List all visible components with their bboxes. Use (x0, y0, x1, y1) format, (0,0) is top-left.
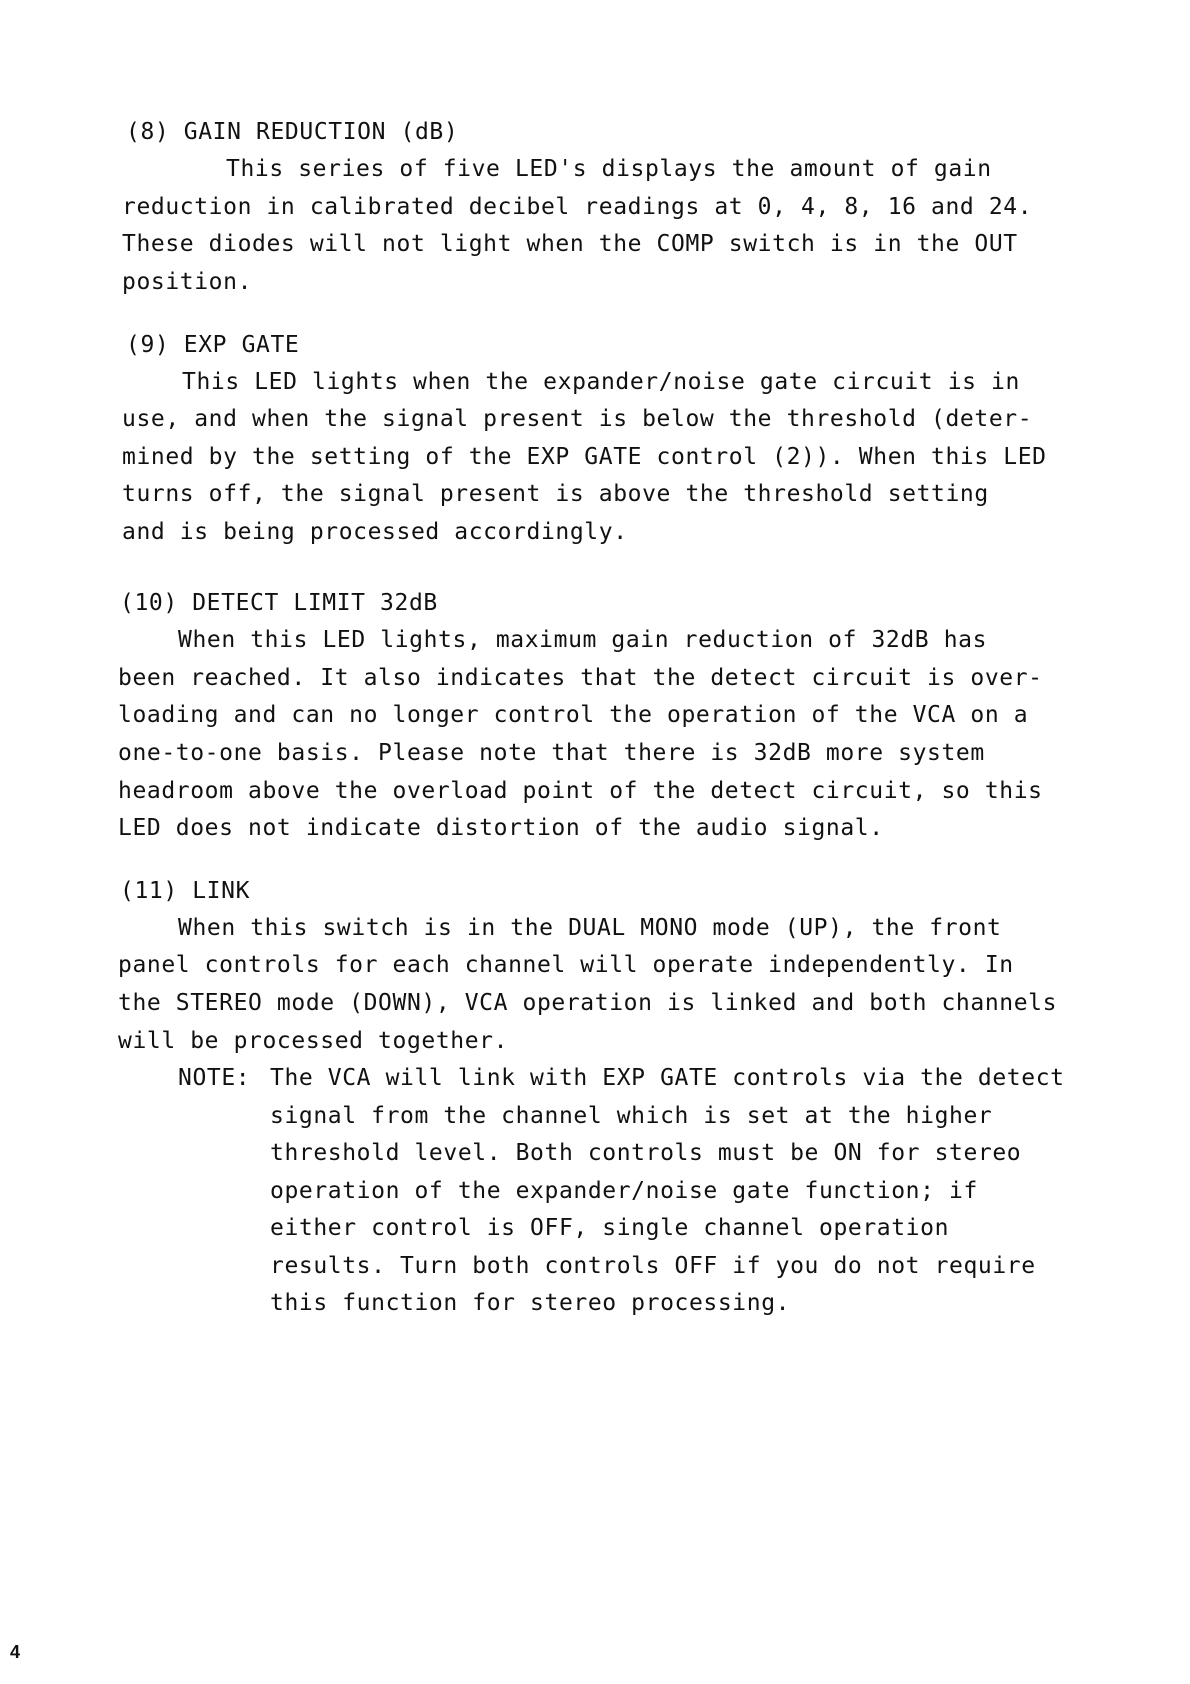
paragraph-line: headroom above the overload point of the detect circuit, so this (118, 778, 1043, 804)
paragraph-line: This series of five LED's displays the amount of gain (226, 156, 992, 182)
paragraph-line: will be processed together. (118, 1028, 509, 1054)
section-heading-detect-limit: (10) DETECT LIMIT 32dB (120, 590, 438, 616)
paragraph-line: LED does not indicate distortion of the audio signal. (118, 815, 884, 841)
note-line: operation of the expander/noise gate function; if (270, 1178, 978, 1204)
note-label: NOTE: (178, 1065, 251, 1091)
section-heading-link: (11) LINK (120, 878, 251, 904)
page-number: 4 (10, 1642, 21, 1662)
note-line: The VCA will link with EXP GATE controls via the detect (270, 1065, 1065, 1091)
note-line: threshold level. Both controls must be ON for stereo (270, 1140, 1022, 1166)
paragraph-line: This LED lights when the expander/noise gate circuit is in (182, 369, 1020, 395)
note-line: this function for stereo processing. (270, 1290, 791, 1316)
paragraph-line: When this switch is in the DUAL MONO mode (UP), the front (178, 915, 1002, 941)
paragraph-line: reduction in calibrated decibel readings at 0, 4, 8, 16 and 24. (122, 194, 1033, 220)
paragraph-line: loading and can no longer control the operation of the VCA on a (118, 702, 1029, 728)
paragraph-line: panel controls for each channel will operate independently. In (118, 952, 1014, 978)
paragraph-line: the STEREO mode (DOWN), VCA operation is linked and both channels (118, 990, 1058, 1016)
note-line: either control is OFF, single channel operation (270, 1215, 950, 1241)
paragraph-line: been reached. It also indicates that the detect circuit is over- (118, 665, 1043, 691)
note-line: signal from the channel which is set at the higher (270, 1103, 993, 1129)
paragraph-line: one-to-one basis. Please note that there is 32dB more system (118, 740, 985, 766)
paragraph-line: These diodes will not light when the COMP switch is in the OUT (122, 231, 1018, 257)
paragraph-line: mined by the setting of the EXP GATE control (2)). When this LED (122, 444, 1047, 470)
paragraph-line: position. (122, 269, 253, 295)
paragraph-line: and is being processed accordingly. (122, 519, 628, 545)
paragraph-line: turns off, the signal present is above the threshold setting (122, 481, 989, 507)
note-line: results. Turn both controls OFF if you do not require (270, 1253, 1036, 1279)
section-heading-gain-reduction: (8) GAIN REDUCTION (dB) (126, 119, 459, 145)
section-heading-exp-gate: (9) EXP GATE (126, 332, 300, 358)
paragraph-line: When this LED lights, maximum gain reduction of 32dB has (178, 627, 988, 653)
paragraph-line: use, and when the signal present is below the threshold (deter- (122, 406, 1033, 432)
